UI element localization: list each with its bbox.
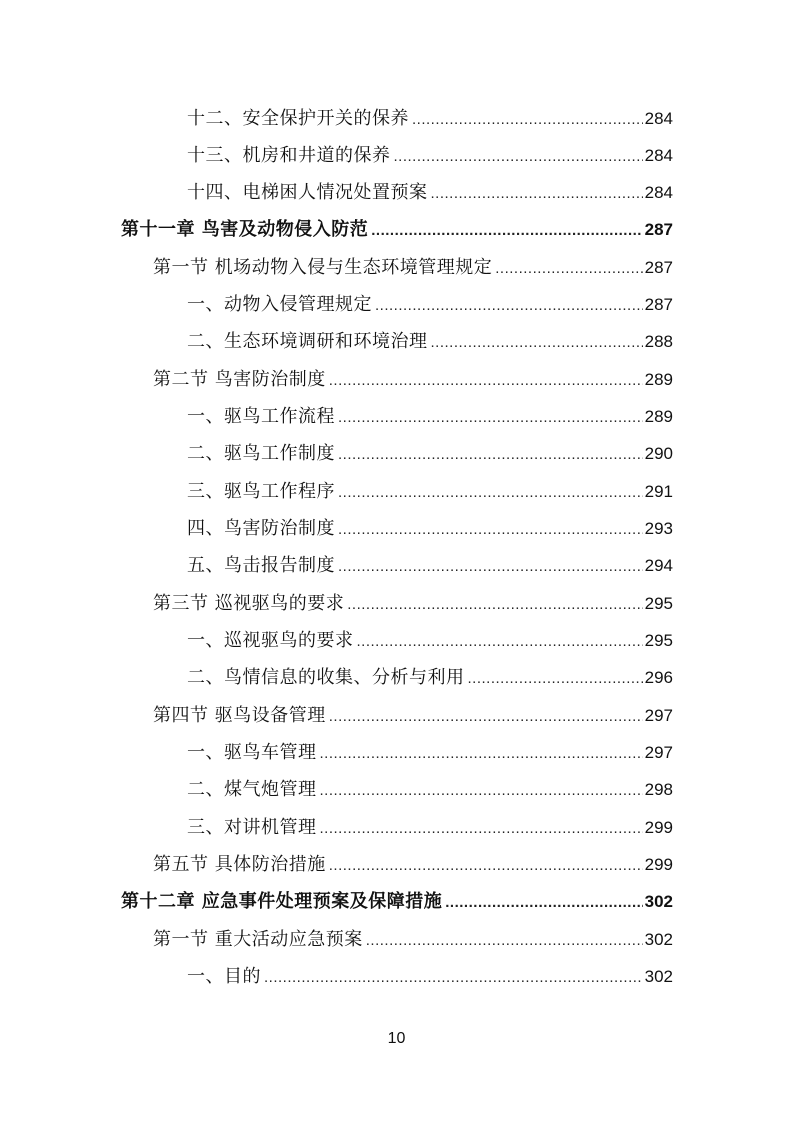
toc-entry[interactable] [187, 141, 673, 171]
toc-dot-leader [329, 702, 643, 732]
toc-entry-chapter[interactable] [121, 215, 673, 245]
toc-entry-section[interactable] [153, 589, 673, 619]
toc-dot-leader [347, 590, 642, 620]
toc-entry-title: 第五节 具体防治措施 [153, 854, 326, 875]
toc-entry-title: 三、对讲机管理 [187, 817, 317, 838]
toc-dot-leader [371, 216, 642, 246]
toc-entry-title: 第二节 鸟害防治制度 [153, 369, 326, 390]
toc-entry-section[interactable] [153, 925, 673, 955]
toc-entry-page: 302 [644, 930, 673, 949]
toc-entry[interactable] [187, 514, 673, 544]
toc-dot-leader [375, 291, 643, 321]
toc-entry[interactable] [187, 813, 673, 843]
toc-entry-title: 十二、安全保护开关的保养 [187, 108, 409, 129]
toc-dot-leader [338, 515, 643, 545]
toc-dot-leader [357, 627, 643, 657]
toc-entry-title: 第一节 机场动物入侵与生态环境管理规定 [153, 257, 493, 278]
toc-dot-leader [329, 366, 643, 396]
toc-entry[interactable] [187, 962, 673, 992]
toc-dot-leader [366, 926, 643, 956]
toc-entry[interactable] [187, 775, 673, 805]
toc-entry-page: 302 [644, 967, 673, 986]
toc-dot-leader [264, 963, 643, 993]
toc-entry-page: 299 [644, 855, 673, 874]
toc-entry-title: 二、鸟情信息的收集、分析与利用 [187, 667, 465, 688]
toc-entry[interactable] [187, 402, 673, 432]
toc-entry-page: 298 [644, 780, 673, 799]
toc-entry-title: 三、驱鸟工作程序 [187, 481, 335, 502]
toc-entry-page: 294 [644, 556, 673, 575]
toc-dot-leader [468, 664, 643, 694]
toc-entry-title: 第一节 重大活动应急预案 [153, 929, 363, 950]
toc-entry-page: 284 [644, 109, 673, 128]
toc-entry[interactable] [187, 290, 673, 320]
toc-dot-leader [495, 254, 642, 284]
toc-entry-title: 十四、电梯困人情况处置预案 [187, 182, 428, 203]
toc-entry-title: 二、驱鸟工作制度 [187, 443, 335, 464]
toc-entry-page: 284 [644, 183, 673, 202]
toc-entry[interactable] [187, 104, 673, 134]
toc-entry[interactable] [187, 663, 673, 693]
toc-entry-title: 一、驱鸟车管理 [187, 742, 317, 763]
toc-entry-section[interactable] [153, 365, 673, 395]
page-number: 10 [387, 1030, 406, 1047]
toc-entry-page: 284 [644, 146, 673, 165]
toc-entry-title: 一、动物入侵管理规定 [187, 294, 372, 315]
toc-entry-section[interactable] [153, 701, 673, 731]
toc-dot-leader [329, 851, 643, 881]
toc-entry-page: 290 [644, 444, 673, 463]
toc-dot-leader [394, 142, 643, 172]
toc-entry-title: 第三节 巡视驱鸟的要求 [153, 593, 345, 614]
toc-dot-leader [445, 888, 642, 918]
toc-dot-leader [338, 440, 643, 470]
toc-entry-title: 五、鸟击报告制度 [187, 555, 335, 576]
toc-entry-section[interactable] [153, 850, 673, 880]
toc-dot-leader [431, 328, 643, 358]
toc-entry-page: 302 [644, 892, 673, 911]
toc-entry-title: 十三、机房和井道的保养 [187, 145, 391, 166]
toc-dot-leader [338, 552, 643, 582]
toc-entry-title: 一、驱鸟工作流程 [187, 406, 335, 427]
toc-entry-title: 一、巡视驱鸟的要求 [187, 630, 354, 651]
toc-entry[interactable] [187, 439, 673, 469]
toc-entry-title: 二、生态环境调研和环境治理 [187, 331, 428, 352]
toc-dot-leader [320, 814, 643, 844]
toc-entry-page: 299 [644, 818, 673, 837]
toc-entry-page: 287 [644, 295, 673, 314]
toc-entry-section[interactable] [153, 253, 673, 283]
toc-entry-title: 四、鸟害防治制度 [187, 518, 335, 539]
toc-entry-page: 291 [644, 482, 673, 501]
toc-entry-chapter[interactable] [121, 887, 673, 917]
toc-entry-page: 289 [644, 407, 673, 426]
toc-entry-page: 297 [644, 743, 673, 762]
toc-dot-leader [338, 478, 643, 508]
toc-entry-page: 295 [644, 631, 673, 650]
toc-entry-page: 288 [644, 332, 673, 351]
toc-entry-title: 一、目的 [187, 966, 261, 987]
toc-entry-page: 296 [644, 668, 673, 687]
toc-entry-page: 289 [644, 370, 673, 389]
toc-dot-leader [320, 776, 643, 806]
toc-dot-leader [320, 739, 643, 769]
toc-entry-title: 二、煤气炮管理 [187, 779, 317, 800]
toc-dot-leader [412, 105, 643, 135]
toc-entry[interactable] [187, 626, 673, 656]
toc-entry-page: 295 [644, 594, 673, 613]
toc-dot-leader [431, 179, 643, 209]
toc-entry[interactable] [187, 178, 673, 208]
toc-entry[interactable] [187, 738, 673, 768]
toc-entry-title: 第十二章 应急事件处理预案及保障措施 [121, 891, 443, 912]
toc-entry[interactable] [187, 551, 673, 581]
toc-entry[interactable] [187, 477, 673, 507]
toc-entry-title: 第四节 驱鸟设备管理 [153, 705, 326, 726]
toc-entry-page: 287 [644, 258, 673, 277]
toc-entry-page: 287 [644, 220, 673, 239]
toc-entry-page: 293 [644, 519, 673, 538]
toc-entry[interactable] [187, 327, 673, 357]
toc-dot-leader [338, 403, 643, 433]
toc-entry-title: 第十一章 鸟害及动物侵入防范 [121, 219, 369, 240]
toc-entry-page: 297 [644, 706, 673, 725]
